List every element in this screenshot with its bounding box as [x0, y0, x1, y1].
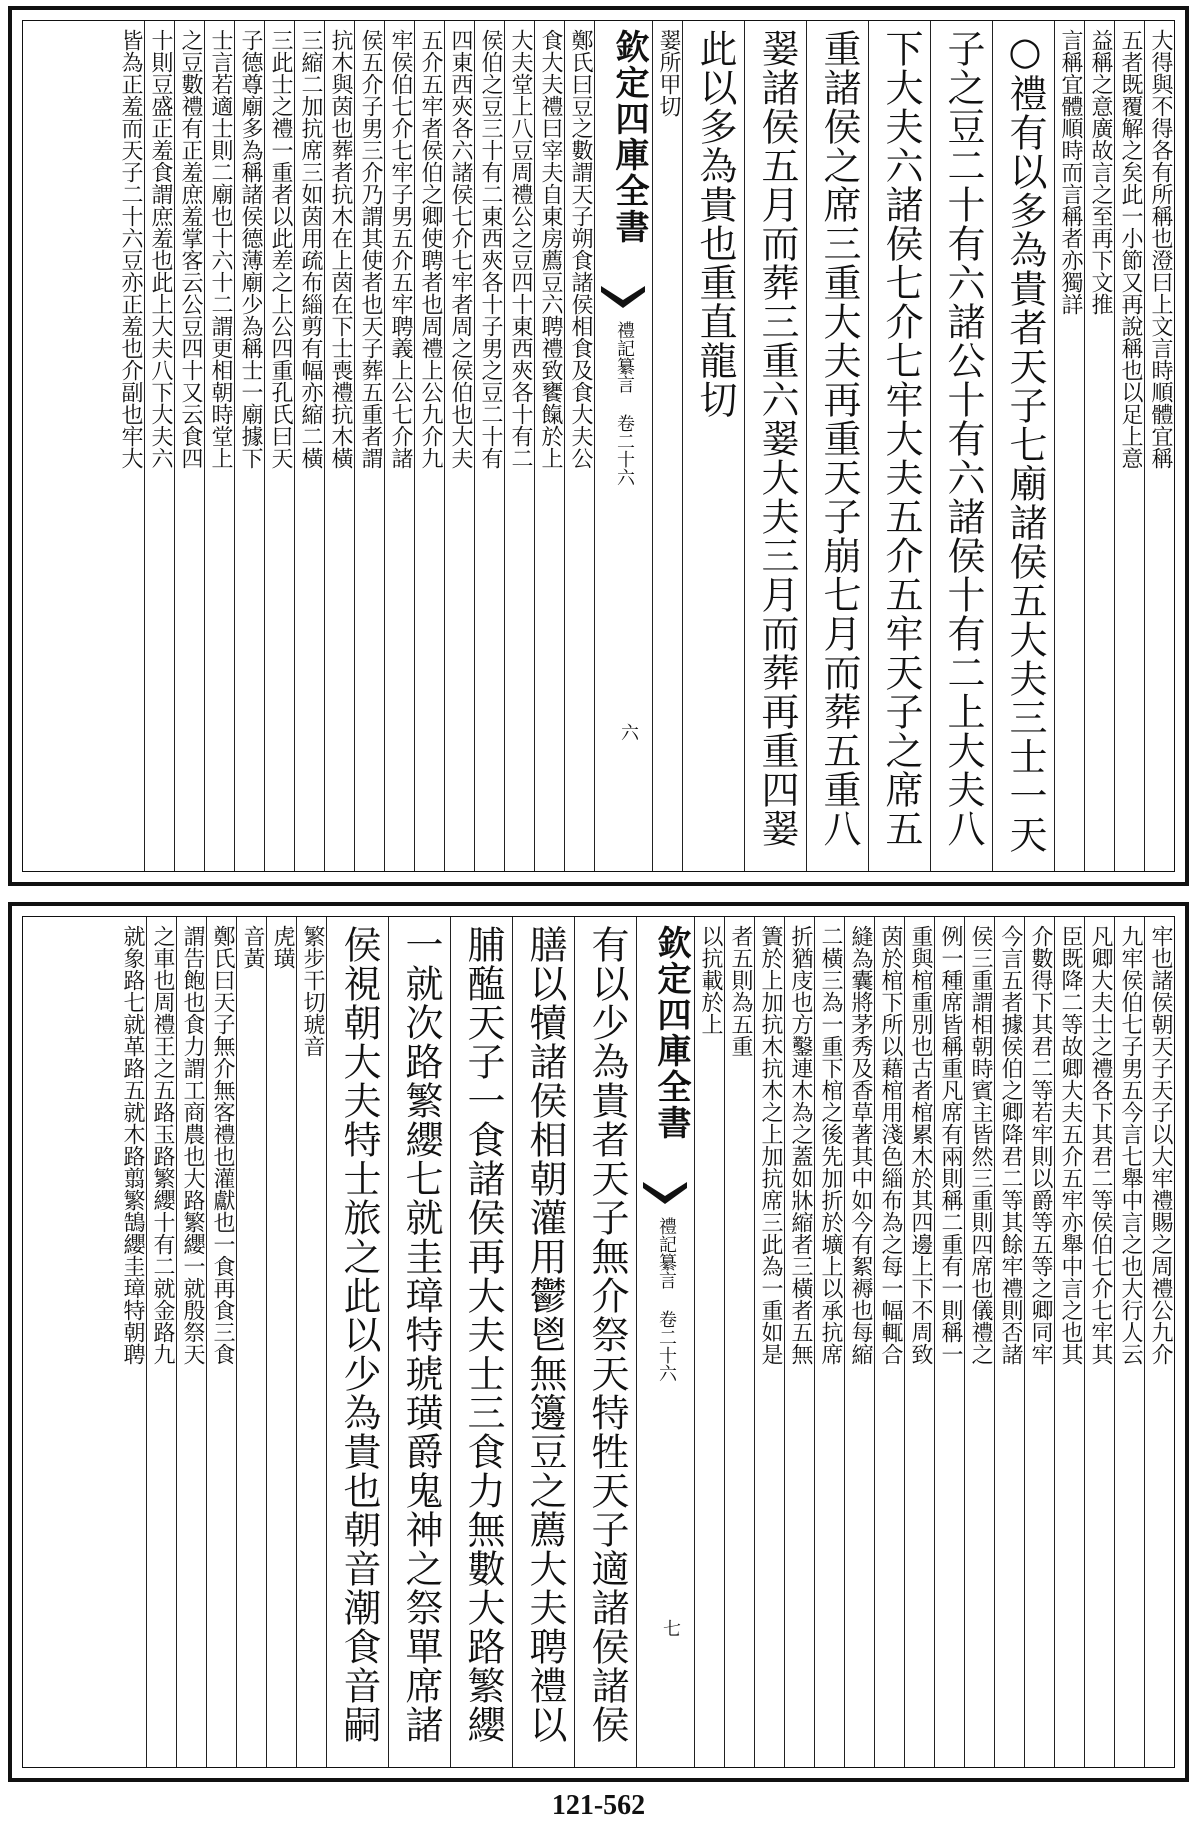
- text-column: 鄭氏曰豆之數謂天子朔食諸侯相食及食大夫公: [564, 21, 594, 871]
- page-number: 七: [660, 1619, 681, 1637]
- page-footer-number: 121-562: [551, 1790, 646, 1821]
- text-column: 折猶庋也方鑿連木為之蓋如牀縮者三橫者五無: [784, 917, 814, 1767]
- text-column: 五者既覆解之矣此一小節又再說稱也以足上意: [1114, 21, 1144, 871]
- text-column: 侯視朝大夫特士旅之此以少為貴也朝音潮食音嗣: [326, 917, 388, 1767]
- text-column: 一就次路繁纓七就圭璋特琥璜爵鬼神之祭單席諸: [388, 917, 450, 1767]
- text-column: 就象路七就革路五就木路翦繁鵠纓圭璋特朝聘: [120, 925, 145, 1365]
- text-column: 子德尊廟多為稱諸侯德薄廟少為稱士一廟據下: [234, 21, 264, 871]
- text-column: 有以少為貴者天子無介祭天特牲天子適諸侯諸侯: [574, 917, 636, 1767]
- text-column: 今言五者據侯伯之卿降君二等其餘牢禮則否諸: [994, 917, 1024, 1767]
- fish-tail-mark-icon: [643, 1182, 687, 1204]
- top-page-frame: [22, 20, 1175, 872]
- text-column: 益稱之意廣故言之至再下文推: [1084, 21, 1114, 871]
- text-column: 侯三重謂相朝時賓主皆然三重則四席也儀禮之: [964, 917, 994, 1767]
- text-column: 臣既降二等故卿大夫五介五牢亦舉中言之也其: [1054, 917, 1084, 1767]
- page-number: 六: [618, 723, 639, 741]
- text-column: 大得與不得各有所稱也澄曰上文言時順體宜稱: [1144, 21, 1174, 871]
- bottom-page-frame: [22, 916, 1175, 1768]
- text-column: 縫為囊將茅秀及香草著其中如今有絮褥也每縮: [844, 917, 874, 1767]
- text-column: 凡卿大夫士之禮各下其君二等侯伯七介七牢其: [1084, 917, 1114, 1767]
- fish-tail-mark-icon: [601, 286, 645, 308]
- text-column: 士言若適士則二廟也十六十二謂更相朝時堂上: [204, 21, 234, 871]
- text-column: 下大夫六諸侯七介七牢大夫五介五牢天子之席五: [868, 21, 930, 871]
- text-column: 鄭氏曰天子無介無客禮也灌獻也一食再食三食: [206, 917, 236, 1767]
- text-column: 抗木與茵也葬者抗木在上茵在下士喪禮抗木橫: [324, 21, 354, 871]
- text-column: 侯伯之豆三十有二東西夾各十子男之豆二十有: [474, 21, 504, 871]
- text-column: 牢侯伯七介七牢子男五介五牢聘義上公七介諸: [384, 21, 414, 871]
- text-column: 脯醢天子一食諸侯再大夫士三食力無數大路繁纓: [450, 917, 512, 1767]
- text-column: 此以多為貴也重直龍切: [682, 21, 744, 871]
- text-column: 侯五介子男三介乃謂其使者也天子葬五重者謂: [354, 21, 384, 871]
- text-column: 翣諸侯五月而葬三重六翣大夫三月而葬再重四翣: [744, 21, 806, 871]
- text-column: 之車也周禮王之五路玉路繁纓十有二就金路九: [146, 917, 176, 1767]
- text-column: 重與棺重別也古者棺累木於其四邊上下不周致: [904, 917, 934, 1767]
- text-column: 翣所甲切: [652, 21, 682, 871]
- book-title: 欽定四庫全書: [609, 29, 649, 245]
- text-column: 以抗載於上: [694, 917, 724, 1767]
- text-column: 言稱宜體順時而言稱者亦獨詳: [1054, 21, 1084, 871]
- bottom-text-columns: [23, 917, 1174, 1767]
- text-column: 四東西夾各六諸侯七介七牢者周之侯伯也大夫: [444, 21, 474, 871]
- text-column: 謂告飽也食力謂工商農也大路繁纓一就殷祭天: [176, 917, 206, 1767]
- text-column: 重諸侯之席三重大夫再重天子崩七月而葬五重八: [806, 21, 868, 871]
- book-title: 欽定四庫全書: [651, 925, 691, 1141]
- text-column: 二橫三為一重下棺之後先加折於壙上以承抗席: [814, 917, 844, 1767]
- text-column: 例一種席皆稱重凡席有兩則稱二重有一則稱一: [934, 917, 964, 1767]
- bottom-page: [8, 902, 1189, 1782]
- text-column: 介數得下其君二等若牢則以爵等五等之卿同牢: [1024, 917, 1054, 1767]
- chapter-label: 禮記纂言 卷二十六: [614, 321, 635, 486]
- text-column: 大夫堂上八豆周禮公之豆四十東西夾各十有二: [504, 21, 534, 871]
- text-column: 皆為正羞而天子二十六豆亦正羞也介副也牢大: [118, 29, 143, 469]
- text-column: 簀於上加抗木抗木之上加抗席三此為一重如是: [754, 917, 784, 1767]
- text-column: 者五則為五重: [724, 917, 754, 1767]
- text-column: 子之豆二十有六諸公十有六諸侯十有二上大夫八: [930, 21, 992, 871]
- top-page: [8, 6, 1189, 886]
- center-gutter: [636, 917, 694, 1767]
- center-gutter: [594, 21, 652, 871]
- text-column: 膳以犢諸侯相朝灌用鬱鬯無籩豆之薦大夫聘禮以: [512, 917, 574, 1767]
- text-column: 音黃: [236, 917, 266, 1767]
- text-column: 九牢侯伯七子男五今言七舉中言之也大行人云: [1114, 917, 1144, 1767]
- text-column: 虎璜: [266, 917, 296, 1767]
- text-column: 牢也諸侯朝天子天子以大牢禮賜之周禮公九介: [1144, 917, 1174, 1767]
- text-column: 十則豆盛正羞食謂庶羞也此上大夫八下大夫六: [144, 21, 174, 871]
- chapter-label: 禮記纂言 卷二十六: [656, 1217, 677, 1382]
- text-column: 繁步干切琥音: [296, 917, 326, 1767]
- text-column: 五介五牢者侯伯之卿使聘者也周禮上公九介九: [414, 21, 444, 871]
- text-column: 之豆數禮有正羞庶羞掌客云公豆四十又云食四: [174, 21, 204, 871]
- top-text-columns: [23, 21, 1174, 871]
- text-column: 三此士之禮一重者以此差之上公四重孔氏曰天: [264, 21, 294, 871]
- text-column: 三縮二加抗席三如茵用疏布緇剪有幅亦縮二橫: [294, 21, 324, 871]
- text-column: 茵於棺下所以藉棺用淺色緇布為之每一幅輒合: [874, 917, 904, 1767]
- text-column: ○禮有以多為貴者天子七廟諸侯五大夫三士一天: [992, 21, 1054, 871]
- text-column: 食大夫禮曰宰夫自東房薦豆六聘禮致饔餼於上: [534, 21, 564, 871]
